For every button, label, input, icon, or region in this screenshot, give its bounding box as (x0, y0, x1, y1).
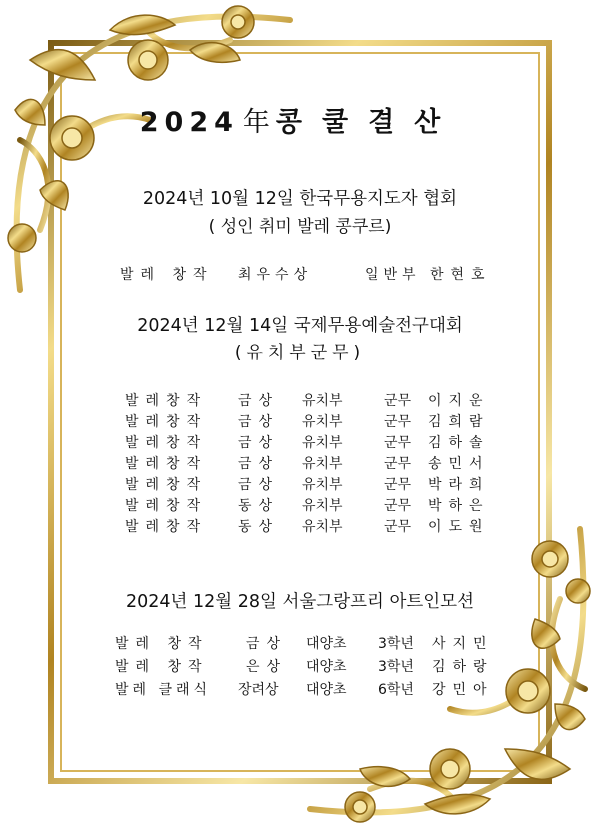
section-2-heading: 2024년 12월 14일 국제무용예술전구대회 (137, 316, 463, 336)
row-name: 강민아 (432, 682, 494, 698)
row-category: 발레창작 (125, 519, 208, 535)
row-name: 김하솔 (428, 435, 490, 451)
row-category: 발레 클래식 (115, 682, 212, 698)
page-title (0, 100, 600, 139)
row-division: 유치부 (302, 519, 343, 535)
row-name: 이지운 (428, 393, 490, 409)
section-3-heading: 2024년 12월 28일 서울그랑프리 아트인모션 (126, 592, 474, 612)
row-award: 금상 (246, 636, 288, 652)
row-award: 은상 (246, 659, 288, 675)
row-name: 한현호 (430, 267, 492, 283)
section-1-subheading: ( 성인 취미 발레 콩쿠르) (208, 217, 392, 237)
row-category: 발레창작 (125, 456, 208, 472)
row-award: 금상 (238, 435, 280, 451)
section-1-heading: 2024년 10월 12일 한국무용지도자 협회 (142, 189, 458, 209)
row-category: 발레 창작 (115, 659, 209, 675)
row-award: 장려상 (238, 682, 279, 698)
row-award: 동상 (238, 519, 280, 535)
row-group: 군무 (384, 519, 412, 535)
row-award: 최우수상 (238, 267, 313, 283)
row-group: 군무 (384, 414, 412, 430)
row-name: 송민서 (428, 456, 490, 472)
row-grade: 6학년 (378, 682, 414, 698)
row-division: 유치부 (302, 414, 343, 430)
row-category: 발레 창작 (115, 636, 209, 652)
row-award: 금상 (238, 477, 280, 493)
row-group: 군무 (384, 393, 412, 409)
row-grade: 3학년 (378, 636, 414, 652)
row-award: 동상 (238, 498, 280, 514)
row-school: 대양초 (306, 636, 347, 652)
row-grade: 3학년 (378, 659, 414, 675)
row-division: 유치부 (302, 456, 343, 472)
row-group: 군무 (384, 498, 412, 514)
row-category: 발레창작 (125, 477, 208, 493)
row-group: 군무 (384, 435, 412, 451)
row-school: 대양초 (306, 682, 347, 698)
row-category: 발레창작 (125, 414, 208, 430)
row-category: 발레창작 (125, 498, 208, 514)
row-name: 김하랑 (432, 659, 494, 675)
row-group: 군무 (384, 477, 412, 493)
row-award: 금상 (238, 456, 280, 472)
row-name: 이도원 (428, 519, 490, 535)
row-name: 박하은 (428, 498, 490, 514)
row-division: 일반부 (365, 267, 421, 283)
row-group: 군무 (384, 456, 412, 472)
row-division: 유치부 (302, 435, 343, 451)
row-division: 유치부 (302, 477, 343, 493)
title-year: 2024 (139, 107, 239, 138)
row-name: 김희람 (428, 414, 490, 430)
row-category: 발레창작 (125, 435, 208, 451)
section-2-subheading: (유치부군무) (234, 343, 366, 363)
row-category: 발레창작 (125, 393, 208, 409)
row-division: 유치부 (302, 498, 343, 514)
row-division: 유치부 (302, 393, 343, 409)
row-award: 금상 (238, 393, 280, 409)
title-event: 콩쿨결산 (275, 107, 461, 138)
row-name: 사지민 (432, 636, 494, 652)
row-school: 대양초 (306, 659, 347, 675)
row-category: 발레 창작 (120, 267, 214, 283)
row-award: 금상 (238, 414, 280, 430)
title-year-char: 年 (242, 107, 272, 138)
row-name: 박라희 (428, 477, 490, 493)
